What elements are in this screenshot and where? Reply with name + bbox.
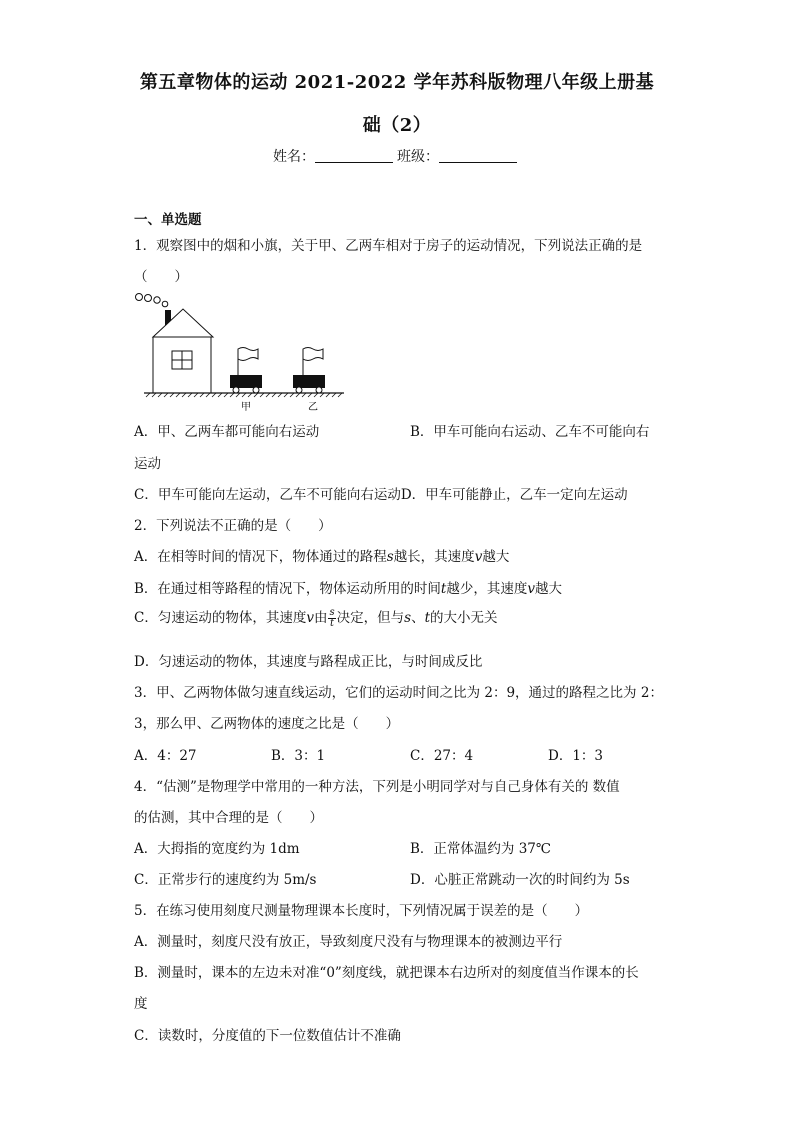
fraction-denominator: t bbox=[330, 618, 335, 629]
text: 的大小无关 bbox=[430, 610, 498, 626]
var-t: t bbox=[440, 581, 447, 597]
house-roof bbox=[153, 309, 213, 337]
smoke-puff bbox=[136, 294, 143, 301]
q2-stem: 2．下列说法不正确的是（ ） bbox=[134, 518, 332, 534]
var-t: t bbox=[424, 610, 430, 626]
smoke-puff bbox=[162, 301, 168, 307]
q4-option-c[interactable]: C．正常步行的速度约为 5m/s bbox=[134, 872, 317, 888]
q4-stem-line1: 4．“估测”是物理学中常用的一种方法，下列是小明同学对与自己身体有关的 数值 bbox=[134, 779, 620, 795]
name-blank[interactable] bbox=[315, 148, 393, 163]
var-v: v bbox=[527, 581, 535, 597]
q1-stem-line1: 1．观察图中的烟和小旗，关于甲、乙两车相对于房子的运动情况，下列说法正确的是 bbox=[134, 238, 643, 254]
text: 决定，但与 bbox=[336, 610, 405, 626]
q5-option-b[interactable]: B．测量时，课本的左边未对准“0”刻度线，就把课本右边所对的刻度值当作课本的长 bbox=[134, 965, 639, 981]
q5-option-c[interactable]: C．读数时，分度值的下一位数值估计不准确 bbox=[134, 1028, 401, 1044]
q2-option-b[interactable] bbox=[134, 577, 562, 597]
q3-option-b[interactable]: B．3：1 bbox=[271, 748, 326, 764]
title-line-2: 础（2） bbox=[362, 115, 432, 136]
car-yi bbox=[293, 348, 325, 394]
text: 越少，其速度 bbox=[446, 581, 528, 597]
var-s: s bbox=[386, 549, 394, 565]
text: 、 bbox=[411, 610, 425, 626]
text: A．在相等时间的情况下，物体通过的路程 bbox=[134, 549, 387, 565]
q4-option-b[interactable]: B．正常体温约为 37℃ bbox=[410, 841, 551, 857]
text: 由 bbox=[313, 610, 328, 626]
q1-stem-line2: （ ） bbox=[134, 269, 188, 285]
section-heading: 一、单选题 bbox=[134, 212, 202, 228]
q4-option-a[interactable]: A．大拇指的宽度约为 1dm bbox=[134, 841, 300, 857]
q3-stem-line1: 3．甲、乙两物体做匀速直线运动，它们的运动时间之比为 2：9，通过的路程之比为 2： bbox=[134, 685, 663, 701]
q1-figure bbox=[130, 287, 350, 414]
label-jia: 甲 bbox=[241, 402, 251, 413]
q2-option-a[interactable] bbox=[134, 545, 509, 565]
q3-option-a[interactable]: A．4：27 bbox=[134, 748, 197, 764]
var-s: s bbox=[404, 610, 412, 626]
text: 越大 bbox=[482, 549, 510, 565]
text: 越大 bbox=[535, 581, 562, 597]
ground-hatching bbox=[146, 393, 342, 397]
name-label: 姓名： bbox=[273, 149, 315, 165]
q5-option-b-cont: 度 bbox=[134, 996, 148, 1012]
title-line-1: 第五章物体的运动 2021-2022 学年苏科版物理八年级上册基 bbox=[139, 72, 655, 93]
q4-option-d[interactable]: D．心脏正常跳动一次的时间约为 5s bbox=[410, 872, 630, 888]
fraction-numerator: s bbox=[329, 607, 335, 618]
q1-option-b-cont: 运动 bbox=[134, 456, 161, 472]
q5-stem: 5．在练习使用刻度尺测量物理课本长度时，下列情况属于误差的是（ ） bbox=[134, 903, 589, 919]
q2-option-d[interactable]: D．匀速运动的物体，其速度与路程成正比，与时间成反比 bbox=[134, 654, 483, 670]
var-v: v bbox=[306, 610, 314, 626]
q3-stem-line2: 3，那么甲、乙两物体的速度之比是（ ） bbox=[134, 716, 400, 732]
q3-option-d[interactable]: D．1：3 bbox=[548, 748, 604, 764]
q5-option-a[interactable]: A．测量时，刻度尺没有放正，导致刻度尺没有与物理课本的被测边平行 bbox=[134, 934, 563, 950]
text: B．在通过相等路程的情况下，物体运动所用的时间 bbox=[134, 581, 441, 597]
flag-yi bbox=[303, 348, 323, 361]
class-label: 班级： bbox=[397, 149, 439, 165]
smoke-puff bbox=[154, 297, 160, 303]
flag-jia bbox=[238, 348, 258, 361]
fraction-s-over-t bbox=[328, 608, 335, 629]
name-class-row bbox=[0, 146, 794, 166]
q2-option-c[interactable] bbox=[134, 606, 498, 629]
smoke-puff bbox=[145, 295, 152, 302]
q4-stem-line2: 的估测，其中合理的是（ ） bbox=[134, 810, 323, 826]
var-v: v bbox=[474, 549, 483, 565]
label-yi: 乙 bbox=[308, 402, 318, 413]
car-jia bbox=[230, 348, 262, 394]
class-blank[interactable] bbox=[439, 148, 517, 163]
q1-option-a[interactable]: A．甲、乙两车都可能向右运动 bbox=[134, 424, 320, 440]
q1-option-b[interactable]: B．甲车可能向右运动、乙车不可能向右 bbox=[410, 424, 650, 440]
q3-option-c[interactable]: C．27：4 bbox=[410, 748, 474, 764]
q1-option-cd[interactable]: C．甲车可能向左运动，乙车不可能向右运动D．甲车可能静止，乙车一定向左运动 bbox=[134, 487, 628, 503]
text: 越长，其速度 bbox=[393, 549, 475, 565]
text: C．匀速运动的物体，其速度 bbox=[134, 610, 307, 626]
